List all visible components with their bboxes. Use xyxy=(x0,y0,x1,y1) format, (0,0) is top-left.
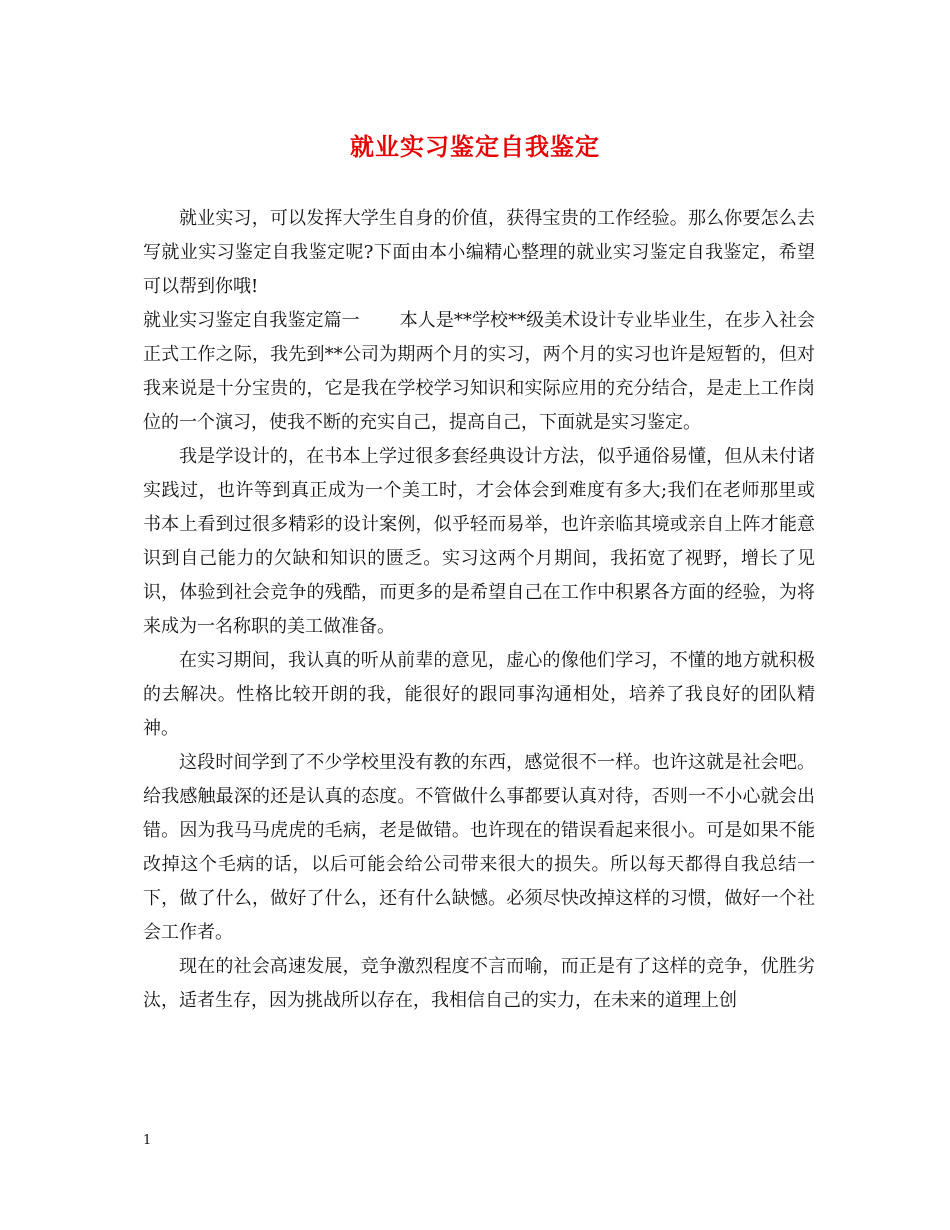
section-text: 本人是**学校**级美术设计专业毕业生，在步入社会正式工作之际，我先到**公司为期两个月的实习，两个月的实习也许是短暂的，但对我来说是十分宝贵的，它是我在学校学习知识和实际应用的充分结合，是走上工作岗位的一个演习，使我不断的充实自己，提高自己，下面就是实习鉴定。 xyxy=(143,310,815,433)
body-paragraph-internship: 在实习期间，我认真的听从前辈的意见，虚心的像他们学习，不懂的地方就积极的去解决。性格比较开朗的我，能很好的跟同事沟通相处，培养了我良好的团队精神。 xyxy=(143,650,815,739)
page-number: 1 xyxy=(143,1133,152,1148)
body-paragraph-design: 我是学设计的，在书本上学过很多套经典设计方法，似乎通俗易懂，但从未付诸实践过，也许等到真正成为一个美工时，才会体会到难度有多大;我们在老师那里或书本上看到过很多精彩的设计案例，似乎轻而易举，也许亲临其境或亲自上阵才能意识到自己能力的欠缺和知识的匮乏。实习这两个月期间，我拓宽了视野，增长了见识，体验到社会竞争的残酷，而更多的是希望自己在工作中积累各方面的经验，为将来成为一名称职的美工做准备。 xyxy=(143,446,815,637)
body-paragraph-lessons: 这段时间学到了不少学校里没有教的东西，感觉很不一样。也许这就是社会吧。给我感触最深的还是认真的态度。不管做什么事都要认真对待，否则一不小心就会出错。因为我马马虎虎的毛病，老是做错。也许现在的错误看起来很小。可是如果不能改掉这个毛病的话，以后可能会给公司带来很大的损失。所以每天都得自我总结一下，做了什么，做好了什么，还有什么缺憾。必须尽快改掉这样的习惯，做好一个社会工作者。 xyxy=(143,752,815,943)
section-one xyxy=(143,304,815,440)
document-body xyxy=(143,202,815,1018)
section-heading: 就业实习鉴定自我鉴定篇一 xyxy=(143,310,360,331)
document-title: 就业实习鉴定自我鉴定 xyxy=(350,132,600,161)
body-paragraph-society: 现在的社会高速发展，竞争激烈程度不言而喻，而正是有了这样的竞争，优胜劣汰，适者生存，因为挑战所以存在，我相信自己的实力，在未来的道理上创 xyxy=(143,956,815,1011)
intro-paragraph: 就业实习，可以发挥大学生自身的价值，获得宝贵的工作经验。那么你要怎么去写就业实习鉴定自我鉴定呢?下面由本小编精心整理的就业实习鉴定自我鉴定，希望可以帮到你哦! xyxy=(143,208,815,297)
